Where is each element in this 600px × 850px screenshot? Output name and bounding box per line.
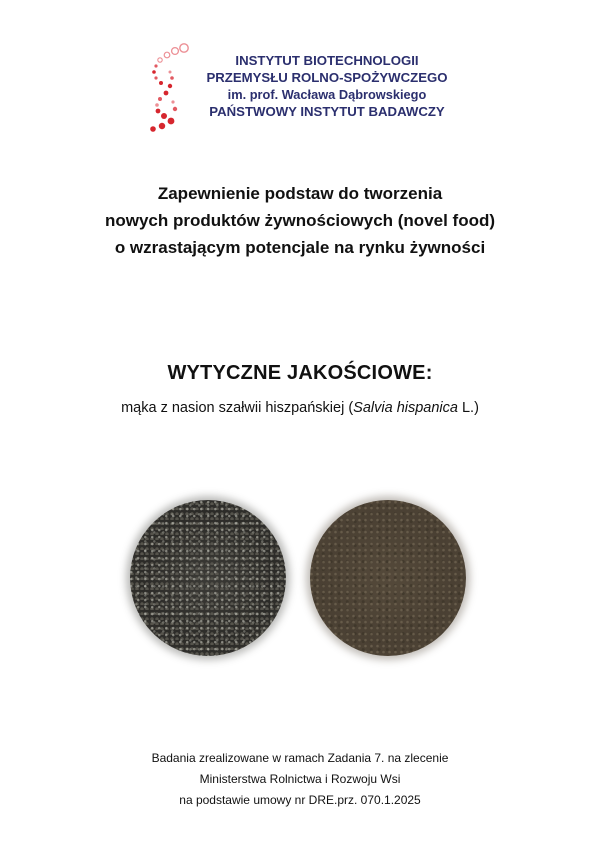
project-title	[40, 180, 560, 261]
institute-name-line-2: PRZEMYSŁU ROLNO-SPOŻYWCZEGO	[206, 70, 448, 85]
funding-note-line-2: Ministerstwa Rolnictwa i Rozwoju Wsi	[199, 772, 401, 786]
product-latin-name: Salvia hispanica	[353, 400, 458, 416]
funding-note	[40, 748, 560, 811]
institute-name-line-1: INSTYTUT BIOTECHNOLOGII	[235, 53, 419, 68]
project-title-line-3: o wzrastającym potencjale na rynku żywności	[114, 238, 486, 257]
product-name	[40, 400, 560, 416]
project-title-line-1: Zapewnienie podstaw do tworzenia	[157, 184, 443, 203]
funding-note-line-3: na podstawie umowy nr DRE.prz. 070.1.2025	[179, 793, 421, 807]
project-title-line-2: nowych produktów żywnościowych (novel food)	[104, 211, 496, 230]
chia-flour-image	[310, 500, 466, 656]
chia-seeds-image	[130, 500, 286, 656]
product-name-suffix: L.)	[457, 400, 479, 416]
document-title: WYTYCZNE JAKOŚCIOWE:	[167, 362, 433, 384]
red-dot-helix-icon	[148, 42, 194, 134]
institute-patron: im. prof. Wacława Dąbrowskiego	[227, 87, 427, 102]
institute-logo	[148, 42, 458, 134]
product-name-prefix: mąka z nasion szałwii hiszpańskiej (	[121, 400, 354, 416]
funding-note-line-1: Badania zrealizowane w ramach Zadania 7. na zlecenie	[151, 751, 449, 765]
institute-status: PAŃSTWOWY INSTYTUT BADAWCZY	[209, 104, 445, 119]
institute-name	[196, 52, 458, 120]
